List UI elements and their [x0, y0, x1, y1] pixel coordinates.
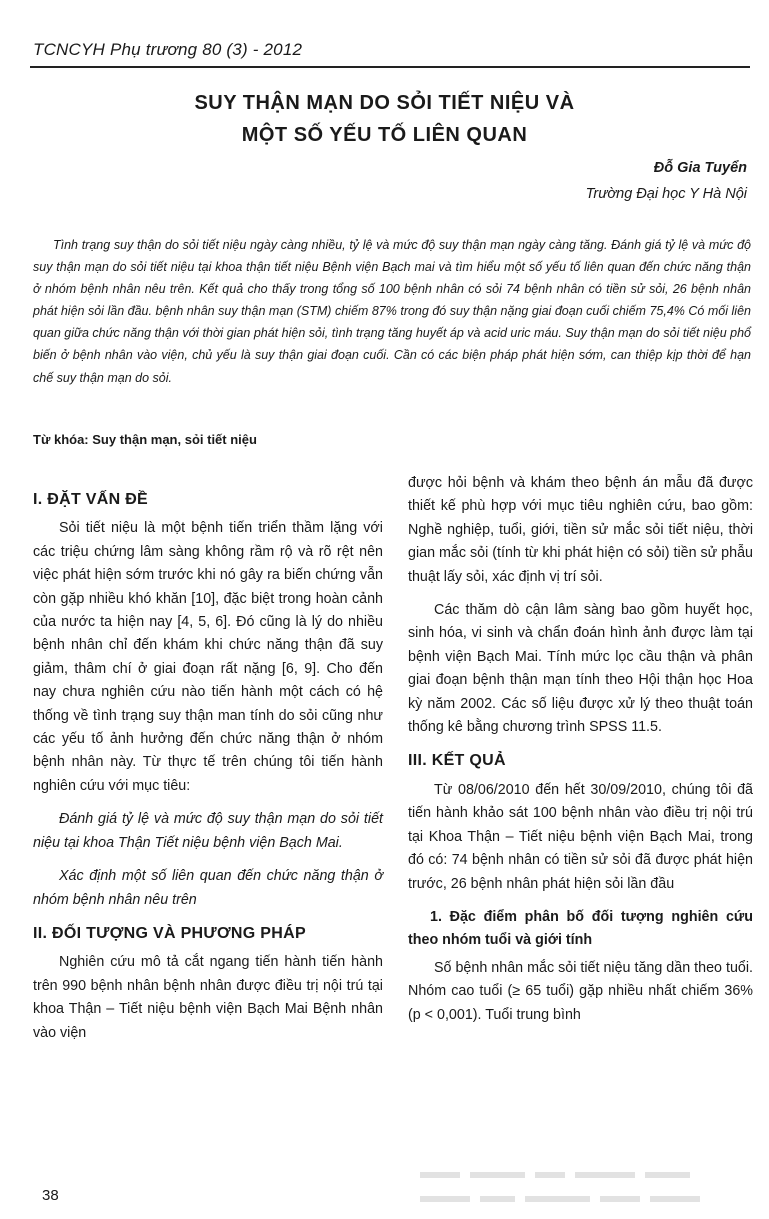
running-head: TCNCYH Phụ trương 80 (3) - 2012: [33, 40, 303, 59]
section-heading-methods: II. ĐỐI TƯỢNG VÀ PHƯƠNG PHÁP: [33, 924, 306, 942]
author-name: Đỗ Gia Tuyển: [653, 160, 747, 176]
section-heading-introduction: I. ĐẶT VẤN ĐỀ: [33, 491, 149, 508]
abstract: Tình trạng suy thận do sỏi tiết niệu ngày càng nhiều, tỷ lệ và mức độ suy thận mạn ngày càng tăng. Đánh giá tỷ lệ và mức độ suy thận mạn do sỏi tiết niệu tại khoa thận tiết niệu Bệnh viện Bạch mai và tìm hiểu một số yếu tố liên quan đến chức năng thận ở nhóm bệnh nhân nêu trên. Kết quả cho thấy trong tổng số 100 bệnh nhân có sỏi 74 bệnh nhân có tiền sử sỏi, 26 bệnh nhân phát hiện sỏi lần đầu. bệnh nhân suy thận mạn (STM) chiếm 87% trong đó suy thận nặng giai đoạn cuối chiếm 75,4% Có mối liên quan giữa chức năng thận với thời gian phát hiện sỏi, tình trạng tăng huyết áp và acid uric máu. Suy thận mạn do sỏi tiết niệu phổ biến ở bệnh nhân vào viện, chủ yếu là suy thận giai đoạn cuối. Cần có các biện pháp phát hiện sớm, can thiệp kịp thời để hạn chế suy thận mạn do sỏi.: [33, 238, 751, 385]
methods-paragraph-1: Nghiên cứu mô tả cắt ngang tiến hành tiến hành trên 990 bệnh nhân bệnh nhân được điều trị nội trú tại khoa Thận – Tiết niệu bệnh viện Bạch Mai Bệnh nhân vào viện: [33, 954, 383, 1041]
right-column: [408, 472, 753, 1033]
left-column: [33, 486, 383, 1055]
introduction-paragraph: Sỏi tiết niệu là một bệnh tiến triển thầm lặng với các triệu chứng lâm sàng không rầm rộ và rõ rệt nên việc phát hiện sớm trước khi nó gây ra biến chứng vẫn còn gặp nhiều khó khăn [10], đặc biệt trong hoàn cảnh của nước ta hiện nay [4, 5, 6]. Đó cũng là lý do nhiều bệnh nhân chỉ đến khám khi chức năng thận đã suy giảm, thâm chí ở giai đoạn rất nặng [6, 9]. Cho đến nay chưa nghiên cứu nào tiến hành một cách có hệ thống về tình trạng suy thận man tính do sỏi cũng như các yếu tố ảnh hưởng đến chức năng thận ở nhóm bệnh nhân này. Từ thực tế trên chúng tôi tiến hành nghiên cứu với mục tiêu:: [33, 520, 383, 794]
age-gender-paragraph: Số bệnh nhân mắc sỏi tiết niệu tăng dần theo tuổi. Nhóm cao tuổi (≥ 65 tuổi) gặp nhiều nhất chiếm 36% (p < 0,001). Tuổi trung bình: [408, 959, 753, 1023]
header-rule: [30, 66, 750, 68]
keywords-label: Từ khóa:: [33, 432, 89, 447]
methods-paragraph-1-continued: được hỏi bệnh và khám theo bệnh án mẫu đã được thiết kế phù hợp với mục tiêu nghiên cứu, bao gồm: Nghề nghiệp, tuổi, giới, tiền sử mắc sỏi tiết niệu, thời gian mắc sỏi (tính từ khi phát hiện có sỏi) tiền sử phẫu thuật lấy sỏi, xác định vị trí sỏi.: [408, 475, 753, 585]
subsection-heading-age-gender: 1. Đặc điểm phân bố đối tượng nghiên cứu theo nhóm tuổi và giới tính: [408, 908, 753, 949]
objective-1: Đánh giá tỷ lệ và mức độ suy thận mạn do sỏi tiết niệu tại khoa Thận Tiết niệu bệnh viện Bạch Mai.: [33, 811, 383, 851]
objective-2: Xác định một số liên quan đến chức năng thận ở nhóm bệnh nhân nêu trên: [33, 868, 383, 908]
bleed-through-text: [420, 1190, 750, 1200]
keywords-value: Suy thận mạn, sỏi tiết niệu: [92, 432, 257, 447]
keywords: [33, 432, 257, 447]
bleed-through-text: [420, 1166, 750, 1176]
article-title-line-2: MỘT SỐ YẾU TỐ LIÊN QUAN: [241, 124, 528, 146]
article-title-line-1: SUY THẬN MẠN DO SỎI TIẾT NIỆU VÀ: [194, 92, 575, 114]
section-heading-results: III. KẾT QUẢ: [408, 752, 506, 770]
page-number: 38: [42, 1187, 59, 1204]
methods-paragraph-2: Các thăm dò cận lâm sàng bao gồm huyết học, sinh hóa, vi sinh và chẩn đoán hình ảnh được làm tại bệnh viện Bạch Mai. Tính mức lọc cầu thận và phân giai đoạn bệnh thận mạn tính theo Hội thận học Hoa kỳ năm 2002. Các số liệu được xử lý theo thuật toán thống kê bằng chương trình SPSS 11.5.: [408, 602, 753, 736]
author-affiliation: Trường Đại học Y Hà Nội: [585, 186, 747, 202]
results-paragraph-1: Từ 08/06/2010 đến hết 30/09/2010, chúng tôi đã tiến hành khảo sát 100 bệnh nhân vào điều trị nội trú tại Khoa Thận – Tiết niệu bệnh viện Bạch Mai, trong đó có: 74 bệnh nhân có tiền sử sỏi đã được phát hiện trước, 26 bệnh nhân phát hiện sỏi lần đầu: [408, 781, 753, 892]
